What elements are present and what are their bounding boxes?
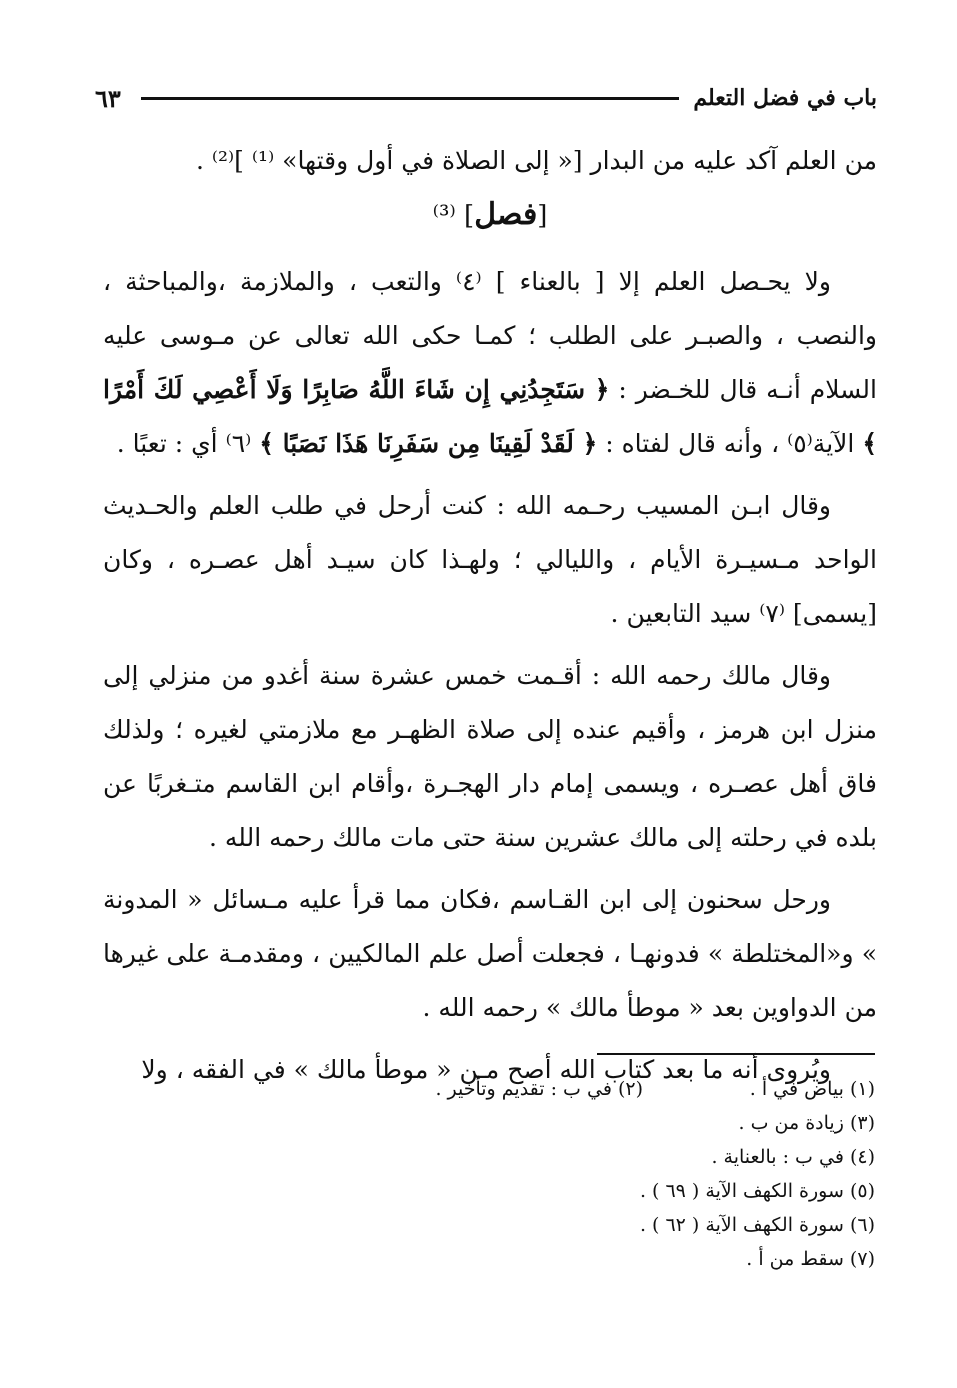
- footnote-row: [200, 1174, 875, 1208]
- running-title: باب في فضل التعلم: [693, 85, 877, 111]
- heading-bracket-open: [: [537, 201, 548, 231]
- section-heading: [103, 188, 877, 243]
- footnote-6: (٦) سورة الكهف الآية ( ٦٢ ) .: [639, 1214, 875, 1236]
- running-header: [95, 78, 877, 118]
- page-number: ٦٣: [95, 83, 121, 113]
- paragraph-continuation: من العلم آكد عليه من البدار [« إلى الصلاة في أول وقتها» ⁽¹⁾ ]⁽²⁾ .: [195, 146, 877, 175]
- paragraph-2: وقال ابـن المسيب رحـمه الله : كنت أرحل في طلب العلم والحـديث الواحد مـسيـرة الأيام ، والليالي ؛ ولهـذا كان سيـد أهل عصـره ، وكان [يسمى] ⁽٧⁾ سيد التابعين .: [103, 491, 877, 628]
- paragraph-1: [103, 255, 877, 471]
- footnote-row: [200, 1106, 875, 1140]
- header-rule: [141, 97, 680, 100]
- paragraph-3: وقال مالك رحمه الله : أقـمت خمس عشرة سنة أغدو من منزلي إلى منزل ابن هرمز ، وأقيم عنده إلى صلاة الظهـر مع ملازمتي لغيره ؛ ولذلك فاق أهل عصـره ، ويسمى إمام دار الهجـرة ،وأقام ابن القاسم متـغربًا عن بلده في رحلته إلى مالك عشرين سنة حتى مات مالك رحمه الله .: [103, 661, 877, 852]
- footnote-rule: [597, 1053, 875, 1055]
- paragraph-4: ورحل سحنون إلى ابن القـاسم ،فكان مما قرأ عليه مـسائل « المدونة » و«المختلطة » فدونهـا ، فجعلت أصل علم المالكيين ، ومقدمـة على غيرها من الدواوين بعد « موطأ مالك » رحمه الله .: [103, 885, 877, 1022]
- paragraph-1-text-b: الآية⁽٥⁾ ، وأنه قال لفتاه :: [605, 429, 855, 458]
- footnote-row: [200, 1072, 875, 1106]
- quran-verse-1: ﴿ سَتَجِدُنِي إِن شَاءَ اللَّهُ صَابِرًا وَلَا أَعْصِي لَكَ أَمْرًا ﴾: [103, 375, 877, 458]
- footnote-row: [200, 1140, 875, 1174]
- footnote-row: [200, 1208, 875, 1242]
- footnote-7: (٧) سقط من أ .: [746, 1248, 875, 1270]
- heading-note: ⁽³⁾: [432, 201, 456, 231]
- main-text: [103, 134, 877, 1097]
- footnote-row: [200, 1242, 875, 1276]
- footnote-5: (٥) سورة الكهف الآية ( ٦٩ ) .: [639, 1180, 875, 1202]
- footnote-1: (١) بياض في أ .: [749, 1078, 875, 1100]
- paragraph-1-text-a: ولا يحـصل العلم إلا [ بالعناء ] ⁽٤⁾ والتعب ، والملازمة ،والمباحثة ، والنصب ، والصبـر على الطلب ؛ كمـا حكى الله تعالى عن مـوسى عليه السلام أنـه قال للخـضر :: [103, 267, 877, 404]
- heading-bracket-close: ]: [464, 201, 475, 231]
- paragraph-5: ويُروى أنه ما بعد كتاب الله أصح مـن « موطأ مالك » في الفقه ، ولا: [141, 1055, 831, 1084]
- footnote-2: (٢) في ب : تقديم وتأخير .: [435, 1078, 643, 1100]
- footnotes: [200, 1072, 875, 1276]
- heading-word: فصل: [474, 197, 538, 232]
- paragraph-1-text-c: ⁽٦⁾ أي : تعبًا .: [116, 429, 252, 458]
- footnote-4: (٤) في ب : بالعناية .: [711, 1146, 875, 1168]
- footnote-3: (٣) زيادة من ب .: [738, 1112, 875, 1134]
- quran-verse-2: ﴿ لَقَدْ لَقِينَا مِن سَفَرِنَا هَذَا نَصَبًا ﴾: [259, 429, 598, 458]
